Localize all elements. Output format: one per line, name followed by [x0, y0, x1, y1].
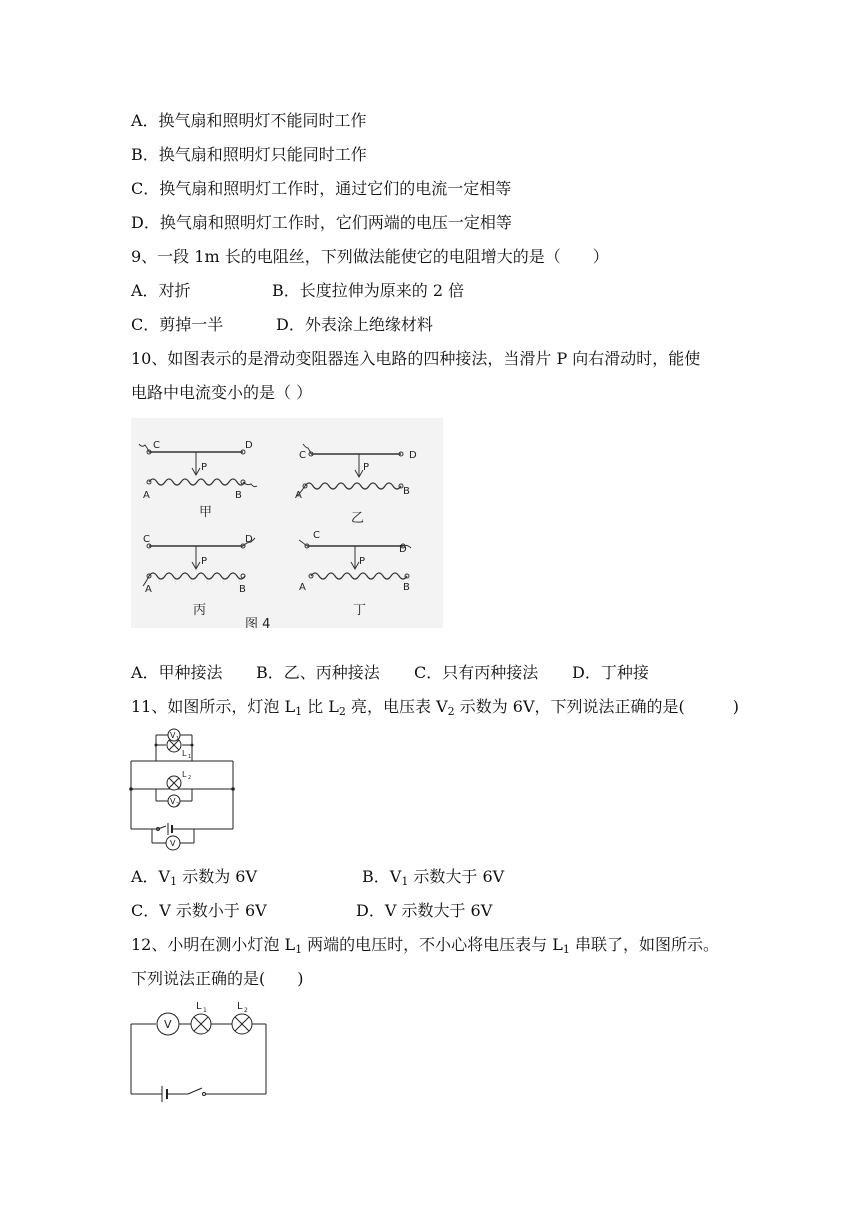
q9-option-a: A．对折 [131, 281, 191, 300]
terminal-label-p: P [201, 462, 208, 473]
figure-caption: 图 4 [245, 617, 271, 628]
label-v1: V [170, 731, 176, 740]
terminal-label-d: D [409, 450, 417, 461]
q11-option-b: B．$V_1$ 示数大于 6V [362, 867, 505, 888]
label-sub-v1: 1 [176, 736, 180, 742]
panel-label: 丁 [353, 603, 367, 618]
label-sub-l2: 2 [188, 775, 192, 781]
q10-stem-line2: 电路中电流变小的是（ ） [131, 383, 313, 402]
terminal-label-b: B [235, 490, 242, 501]
q8-option-c: C．换气扇和照明灯工作时，通过它们的电流一定相等 [131, 179, 512, 198]
parallel-circuit-figure [126, 725, 238, 857]
terminal-label-d: D [245, 534, 253, 545]
q9-option-b: B．长度拉伸为原来的 2 倍 [272, 281, 465, 300]
label-sub-l2: 2 [244, 1007, 248, 1014]
q10-option-d: D．丁种接 [572, 663, 649, 682]
q8-option-b: B．换气扇和照明灯只能同时工作 [131, 145, 367, 164]
terminal-label-p: P [363, 462, 370, 473]
q8-option-d: D．换气扇和照明灯工作时，它们两端的电压一定相等 [131, 213, 512, 232]
terminal-label-c: C [313, 530, 320, 541]
label-l1: L [182, 749, 187, 758]
panel-ding [299, 540, 411, 579]
q10-option-b: B．乙、丙种接法 [256, 663, 380, 682]
terminal-label-p: P [201, 556, 208, 567]
q11-option-a: A．$V_1$ 示数为 6V [131, 867, 258, 888]
terminal-label-c: C [299, 450, 306, 461]
label-sub-l1: 1 [203, 1007, 207, 1014]
q12-stem-line2: 下列说法正确的是( ) [131, 969, 304, 988]
q9-option-d: D．外表涂上绝缘材料 [276, 315, 433, 334]
label-v: V [164, 1018, 172, 1031]
terminal-label-c: C [153, 440, 160, 451]
q10-option-c: C．只有丙种接法 [414, 663, 539, 682]
q8-option-a: A．换气扇和照明灯不能同时工作 [131, 111, 367, 130]
label-l2: L [237, 1001, 243, 1012]
panel-bing [143, 538, 255, 586]
q10-option-a: A．甲种接法 [131, 663, 223, 682]
terminal-label-b: B [403, 582, 410, 593]
q11-option-c: C．V 示数小于 6V [131, 901, 267, 920]
panel-label: 甲 [199, 505, 213, 520]
series-circuit-figure [126, 996, 271, 1106]
terminal-label-a: A [295, 490, 302, 501]
rheostat-figure [131, 418, 443, 628]
q11-option-d: D．V 示数大于 6V [356, 901, 493, 920]
label-v: V [170, 839, 176, 848]
terminal-label-a: A [143, 490, 150, 501]
terminal-label-d: D [399, 544, 407, 555]
panel-yi [297, 444, 403, 496]
q11-stem: 11、如图所示，灯泡 $L_1$ 比 $L_2$ 亮，电压表 $V_2$ 示数为 6V，下列说法正确的是( ) [131, 697, 740, 718]
label-sub-v2: 2 [176, 802, 180, 808]
terminal-label-p: P [359, 556, 366, 567]
terminal-label-b: B [239, 584, 246, 595]
panel-label: 乙 [351, 511, 365, 526]
q9-stem: 9、一段 1m 长的电阻丝，下列做法能使它的电阻增大的是（ ） [131, 247, 609, 266]
terminal-label-a: A [299, 582, 306, 593]
q12-stem-line1: 12、小明在测小灯泡 $L_1$ 两端的电压时，不小心将电压表与 $L_1$ 串联了，如图所示。 [131, 935, 719, 956]
label-l2: L [182, 770, 187, 779]
label-l1: L [196, 1001, 202, 1012]
label-v2: V [170, 797, 176, 806]
q9-option-c: C．剪掉一半 [131, 315, 224, 334]
terminal-label-b: B [403, 486, 410, 497]
label-sub-l1: 1 [188, 754, 192, 760]
terminal-label-d: D [245, 440, 253, 451]
q10-stem-line1: 10、如图表示的是滑动变阻器连入电路的四种接法，当滑片 P 向右滑动时，能使 [131, 349, 701, 368]
panel-label: 丙 [193, 603, 207, 618]
terminal-label-c: C [143, 534, 150, 545]
terminal-label-a: A [145, 584, 152, 595]
